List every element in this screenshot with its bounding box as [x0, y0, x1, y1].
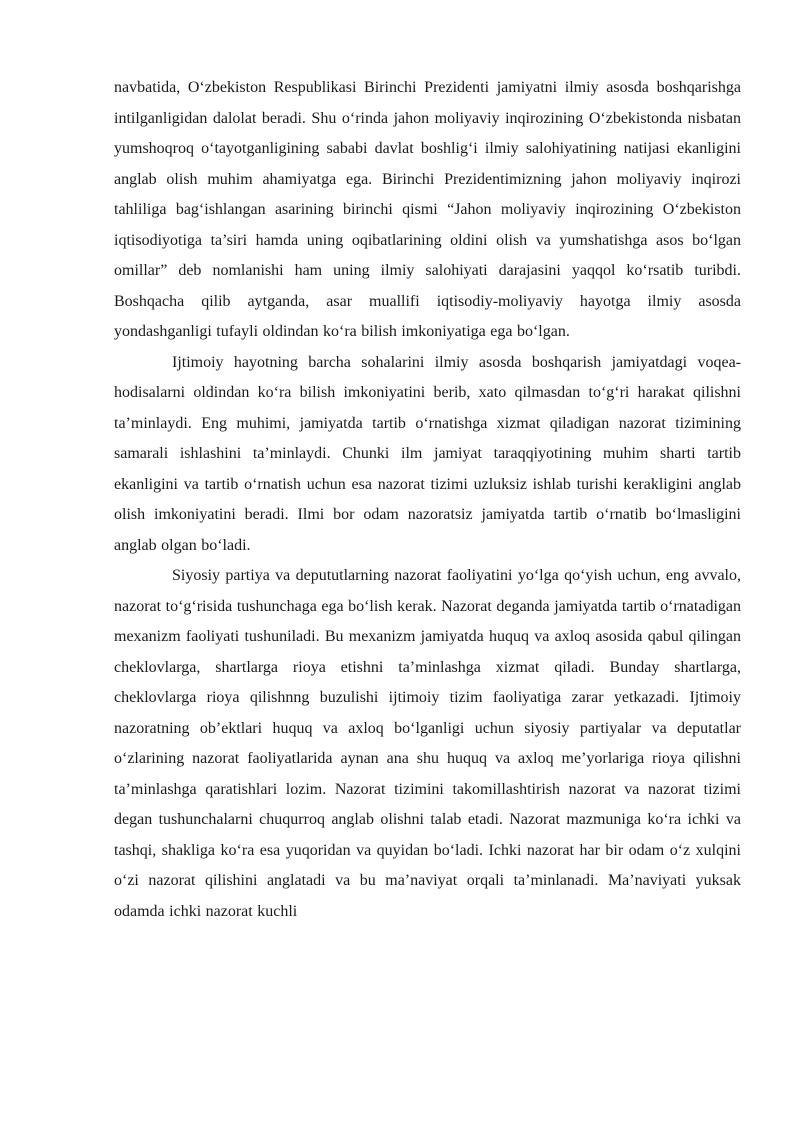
paragraph-2: Ijtimoiy hayotning barcha sohalarini ilmiy asosda boshqarish jamiyatdagi voqea-hodisalarni oldindan ko‘ra bilish imkoniyatini berib, xato qilmasdan to‘g‘ri harakat qilishni ta’minlaydi. Eng muhimi, jamiyatda tartib o‘rnatishga xizmat qiladigan nazorat tizimining samarali ishlashini ta’minlaydi. Chunki ilm jamiyat taraqqiyotining muhim sharti tartib ekanligini va tartib o‘rnatish uchun esa nazorat tizimi uzluksiz ishlab turishi kerakligini anglab olish imkoniyatini beradi. Ilmi bor odam nazoratsiz jamiyatda tartib o‘rnatib bo‘lmasligini anglab olgan bo‘ladi. — [114, 353, 741, 554]
paragraph-1: navbatida, O‘zbekiston Respublikasi Birinchi Prezidenti jamiyatni ilmiy asosda boshqarishga intilganligidan dalolat beradi. Shu o‘rinda jahon moliyaviy inqirozining O‘zbekistonda nisbatan yumshoqroq o‘tayotganligining sababi davlat boshlig‘i ilmiy salohiyatining natijasi ekanligini anglab olish muhim ahamiyatga ega. Birinchi Prezidentimizning jahon moliyaviy inqirozi tahliliga bag‘ishlangan asarining birinchi qismi “Jahon moliyaviy inqirozining O‘zbekiston iqtisodiyotiga ta’siri hamda uning oqibatlarining oldini olish va yumshatishga asos bo‘lgan omillar” deb nomlanishi ham uning ilmiy salohiyati darajasini yaqqol ko‘rsatib turibdi. Boshqacha qilib aytganda, asar muallifi iqtisodiy-moliyaviy hayotga ilmiy asosda yondashganligi tufayli oldindan ko‘ra bilish imkoniyatiga ega bo‘lgan. — [114, 79, 741, 340]
paragraph-3: Siyosiy partiya va depututlarning nazorat faoliyatini yo‘lga qo‘yish uchun, eng avvalo, nazorat to‘g‘risida tushunchaga ega bo‘lish kerak. Nazorat deganda jamiyatda tartib o‘rnatadigan mexanizm faoliyati tushuniladi. Bu mexanizm jamiyatda huquq va axloq asosida qabul qilingan cheklovlarga, shartlarga rioya etishni ta’minlashga xizmat qiladi. Bunday shartlarga, cheklovlarga rioya qilishnng buzulishi ijtimoiy tizim faoliyatiga zarar yetkazadi. Ijtimoiy nazoratning ob’ektlari huquq va axloq bo‘lganligi uchun siyosiy partiyalar va deputatlar o‘zlarining nazorat faoliyatlarida aynan ana shu huquq va axloq me’yorlariga rioya qilishni ta’minlashga qaratishlari lozim. Nazorat tizimini takomillashtirish nazorat va nazorat tizimi degan tushunchalarni chuqurroq anglab olishni talab etadi. Nazorat mazmuniga ko‘ra ichki va tashqi, shakliga ko‘ra esa yuqoridan va quyidan bo‘ladi. Ichki nazorat har bir odam o‘z xulqini o‘zi nazorat qilishini anglatadi va bu ma’naviyat orqali ta’minlanadi. Ma’naviyati yuksak odamda ichki nazorat kuchli — [114, 567, 741, 920]
document-page — [114, 73, 741, 927]
